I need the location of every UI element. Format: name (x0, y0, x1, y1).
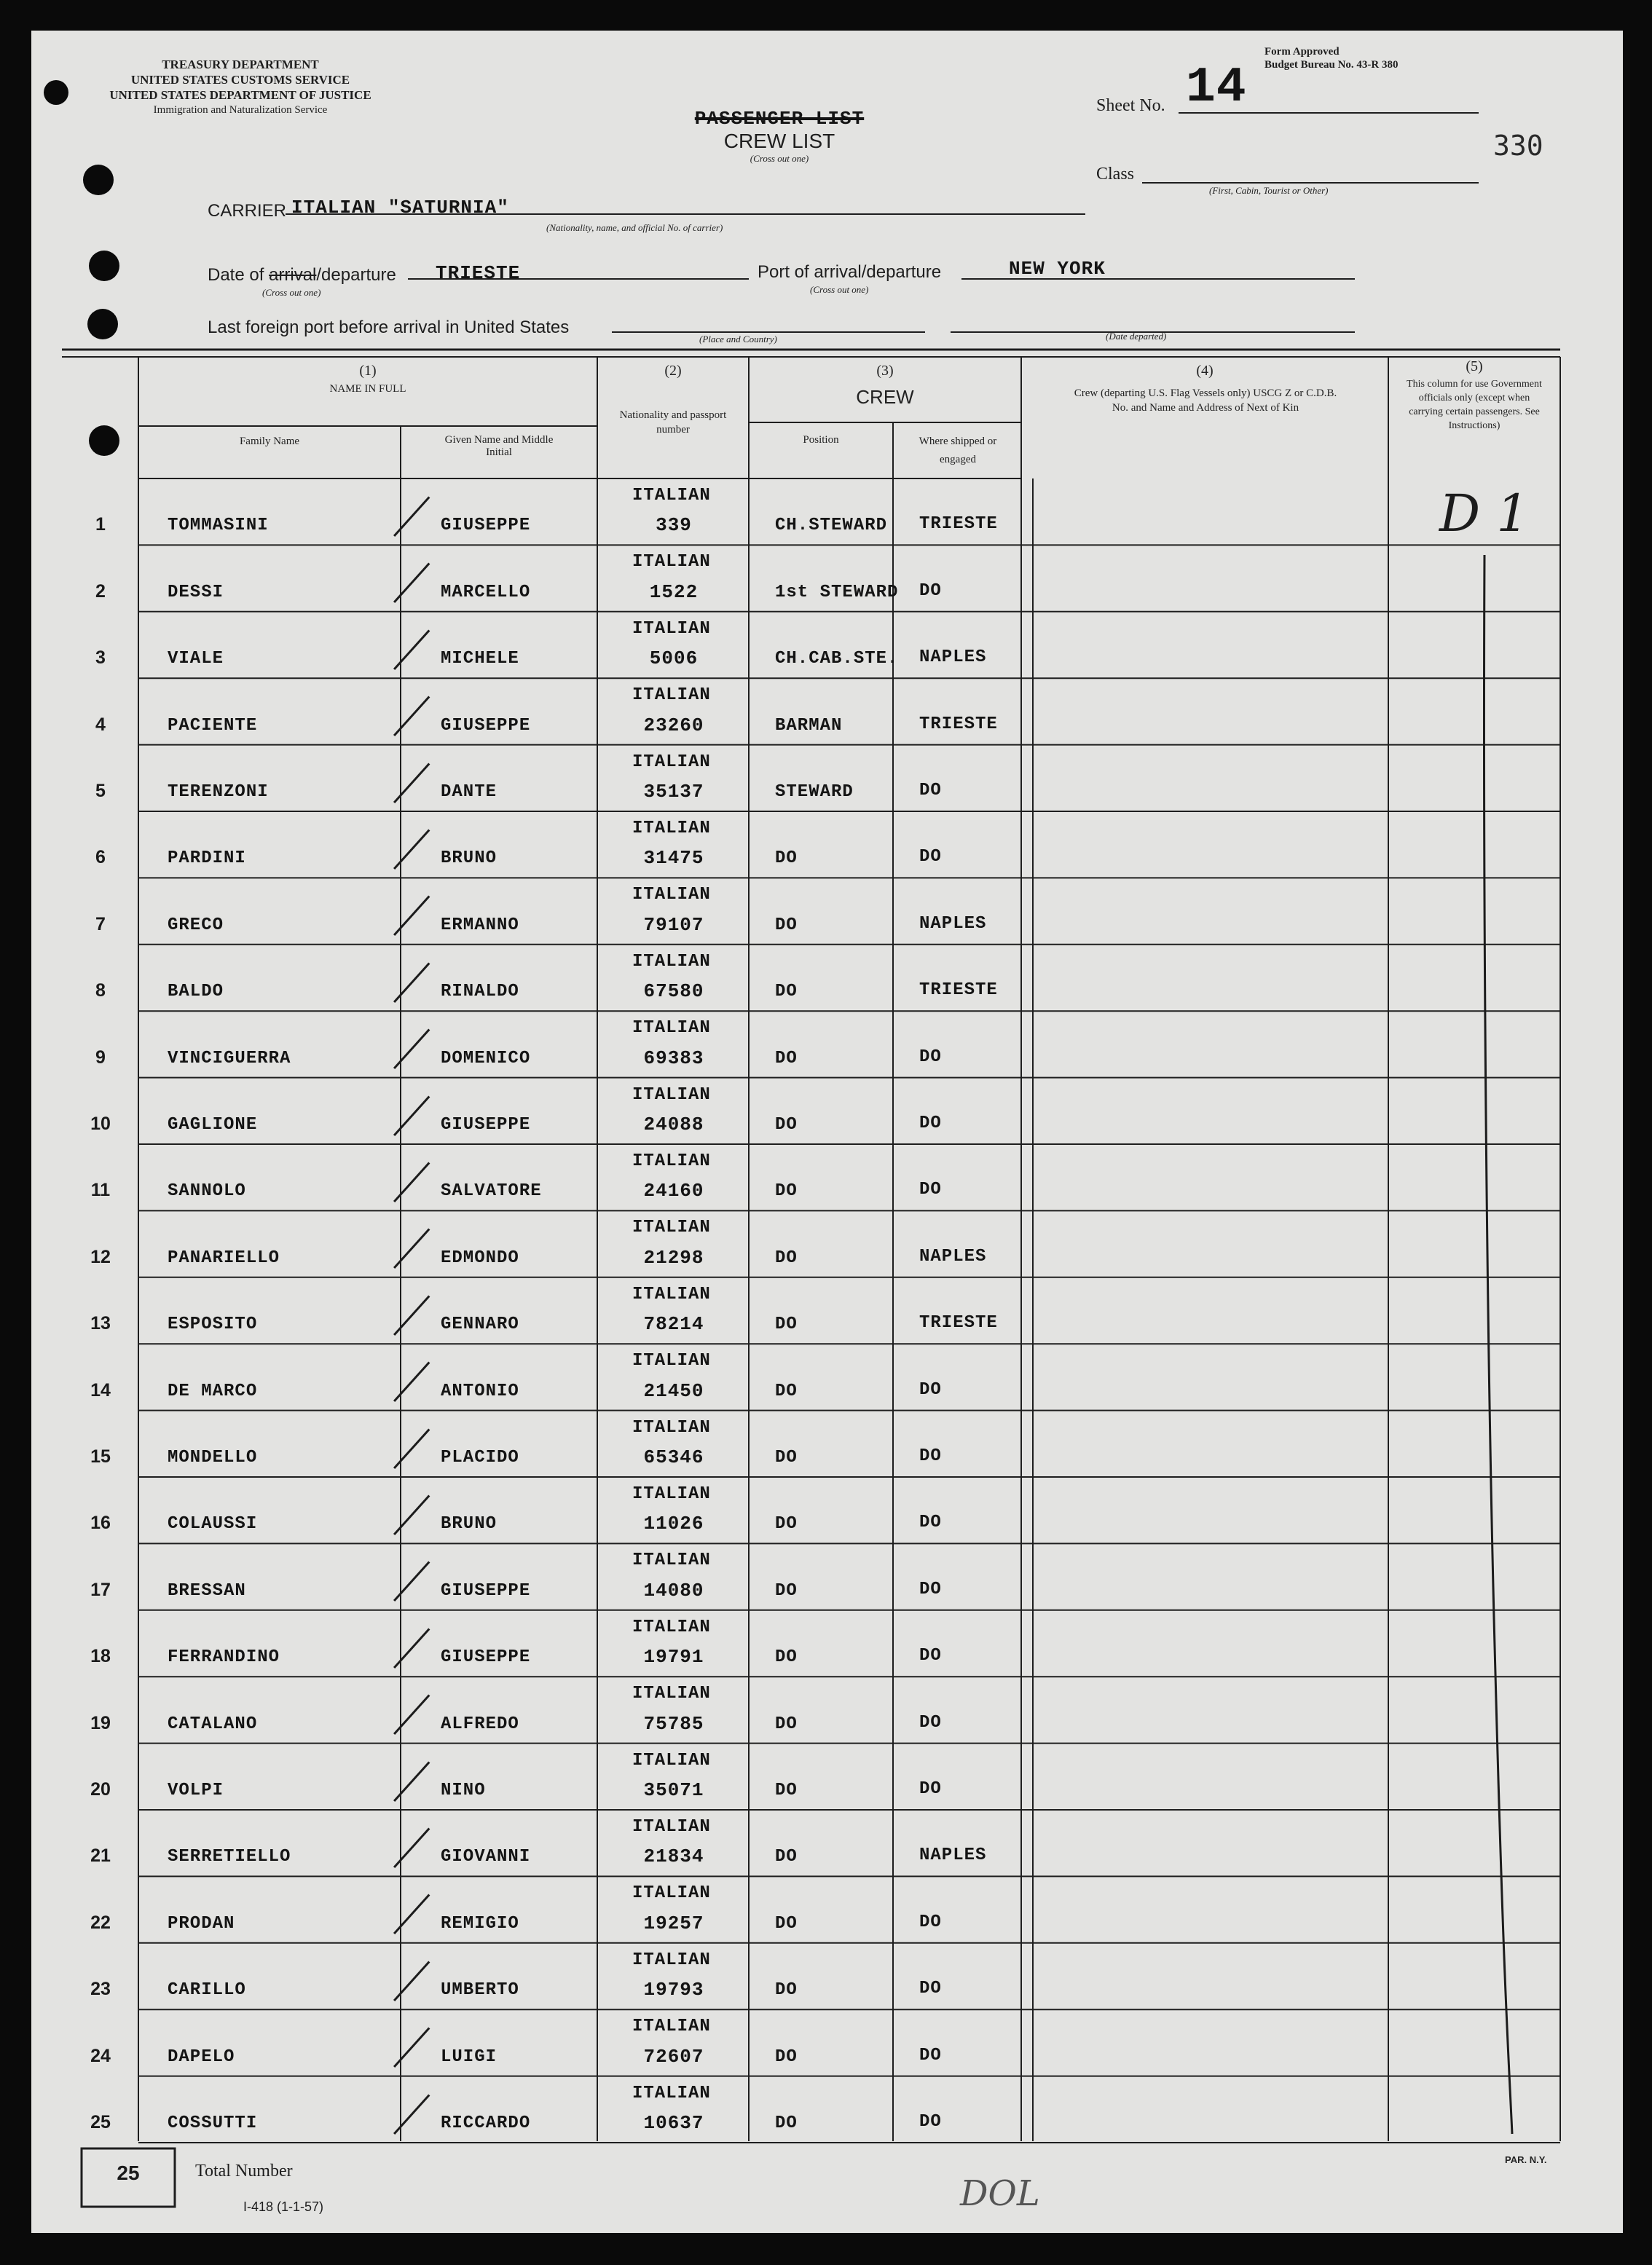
row-number: 1 (95, 514, 106, 535)
passport-number: 72607 (643, 2045, 704, 2068)
crew-position: CH.CAB.STE. (775, 649, 899, 669)
nationality: ITALIAN (632, 1151, 711, 1171)
given-name: LUIGI (441, 2047, 497, 2067)
total-number-label: Total Number (195, 2162, 293, 2181)
nationality: ITALIAN (632, 1684, 711, 1704)
row-number: 19 (90, 1712, 111, 1733)
given-name: MARCELLO (441, 582, 531, 602)
family-name: PANARIELLO (168, 1248, 280, 1268)
crew-position: DO (775, 1781, 798, 1800)
shipped-where: NAPLES (919, 913, 987, 934)
family-name: BRESSAN (168, 1580, 246, 1601)
passport-number: 75785 (643, 1712, 704, 1735)
col1-title: NAME IN FULL (329, 383, 406, 395)
given-name: ANTONIO (441, 1381, 519, 1401)
given-name: NINO (441, 1781, 486, 1800)
nationality: ITALIAN (632, 1284, 711, 1304)
nationality: ITALIAN (632, 1484, 711, 1504)
passport-number: 11026 (643, 1513, 704, 1535)
agency-line-3: UNITED STATES DEPARTMENT OF JUSTICE (109, 88, 371, 102)
family-name: CARILLO (168, 1980, 246, 2001)
row-number: 9 (95, 1047, 106, 1068)
family-name: COLAUSSI (168, 1514, 258, 1535)
sheet-number: 14 (1186, 60, 1247, 116)
shipped-where: NAPLES (919, 647, 987, 668)
budget-bureau: Budget Bureau No. 43-R 380 (1264, 59, 1399, 71)
nationality: ITALIAN (632, 752, 711, 772)
row-number: 3 (95, 647, 106, 669)
row-number: 25 (90, 2112, 111, 2132)
passport-number: 23260 (643, 714, 704, 736)
shipped-where: DO (919, 1646, 942, 1666)
departure-port-value: TRIESTE (436, 262, 521, 284)
nationality: ITALIAN (632, 951, 711, 972)
crew-position: DO (775, 1980, 798, 2001)
family-name: COSSUTTI (168, 2114, 258, 2133)
last-port-date-note: (Date departed) (1106, 331, 1167, 342)
row-number: 7 (95, 913, 106, 934)
carrier-note: (Nationality, name, and official No. of carrier) (546, 222, 723, 233)
nationality: ITALIAN (632, 819, 711, 838)
passport-number: 5006 (649, 647, 699, 670)
nationality: ITALIAN (632, 685, 711, 706)
col4-title: Crew (departing U.S. Flag Vessels only) USCG Z or C.D.B. No. and Name and Address of Next of Kin (1074, 387, 1337, 414)
archive-stamp: 330 (1493, 130, 1543, 162)
class-note: (First, Cabin, Tourist or Other) (1209, 185, 1329, 196)
row-number: 8 (95, 980, 106, 1001)
given-name: RINALDO (441, 982, 519, 1002)
col4-num: (4) (1196, 363, 1214, 379)
shipped-where: DO (919, 1979, 942, 1999)
row-number: 20 (90, 1779, 111, 1800)
family-name: CATALANO (168, 1714, 258, 1734)
family-name: SANNOLO (168, 1181, 246, 1202)
family-name: BALDO (168, 982, 224, 1002)
nationality: ITALIAN (632, 1817, 711, 1837)
port-note: (Cross out one) (810, 284, 869, 295)
title-note: (Cross out one) (750, 153, 809, 164)
carrier-value: ITALIAN "SATURNIA" (291, 197, 509, 218)
agency-line-2: UNITED STATES CUSTOMS SERVICE (130, 73, 350, 87)
port-label: Port of arrival/departure (758, 262, 942, 282)
family-name: TOMMASINI (168, 516, 269, 536)
given-name: BRUNO (441, 1514, 497, 1535)
crew-position: DO (775, 1248, 798, 1268)
passport-number: 78214 (643, 1313, 704, 1336)
crew-position: DO (775, 1714, 798, 1734)
nationality: ITALIAN (632, 1551, 711, 1571)
sheet-label: Sheet No. (1096, 96, 1165, 115)
given-name: GENNARO (441, 1315, 519, 1335)
passport-number: 14080 (643, 1579, 704, 1602)
nationality: ITALIAN (632, 1750, 711, 1770)
passport-number: 31475 (643, 847, 704, 870)
crew-position: CH.STEWARD (775, 516, 888, 536)
shipped-where: DO (919, 2112, 942, 2132)
given-name: ALFREDO (441, 1714, 519, 1734)
crew-position: DO (775, 2114, 798, 2133)
row-number: 15 (90, 1446, 111, 1467)
nationality: ITALIAN (632, 2083, 711, 2103)
nationality: ITALIAN (632, 1417, 711, 1438)
row-number: 21 (90, 1846, 111, 1867)
row-number: 14 (90, 1379, 111, 1401)
shipped-where: DO (919, 1513, 942, 1533)
shipped-where: DO (919, 1579, 942, 1599)
nationality: ITALIAN (632, 486, 711, 505)
col2-title: Nationality and passport number (619, 409, 727, 436)
shipped-where: TRIESTE (919, 514, 998, 535)
passport-number: 19257 (643, 1912, 704, 1934)
row-number: 12 (90, 1246, 111, 1267)
nationality: ITALIAN (632, 1950, 711, 1970)
family-name: GAGLIONE (168, 1115, 258, 1135)
passport-number: 67580 (643, 980, 704, 1003)
crew-position: DO (775, 1115, 798, 1135)
crew-position: BARMAN (775, 715, 843, 736)
family-name: VINCIGUERRA (168, 1048, 291, 1068)
family-name: PARDINI (168, 848, 246, 869)
given-name: PLACIDO (441, 1448, 519, 1468)
crew-position: DO (775, 1647, 798, 1668)
given-name: GIUSEPPE (441, 715, 531, 736)
row-number: 13 (90, 1313, 111, 1334)
shipped-where: TRIESTE (919, 714, 998, 734)
shipped-where: NAPLES (919, 1246, 987, 1267)
given-name: ERMANNO (441, 915, 519, 935)
handwritten-mark: D 1 (1439, 484, 1529, 543)
family-name: FERRANDINO (168, 1647, 280, 1668)
given-name: MICHELE (441, 649, 519, 669)
family-name: VOLPI (168, 1781, 224, 1800)
col1-given-name: Given Name and Middle Initial (444, 434, 554, 458)
passport-number: 21450 (643, 1379, 704, 1402)
title-struck: PASSENGER LIST (694, 108, 865, 130)
crew-position: DO (775, 1847, 798, 1867)
given-name: GIUSEPPE (441, 1580, 531, 1601)
crew-position: DO (775, 1381, 798, 1401)
passport-number: 69383 (643, 1047, 704, 1069)
crew-position: DO (775, 982, 798, 1002)
shipped-where: DO (919, 1180, 942, 1200)
passport-number: 24160 (643, 1180, 704, 1202)
agency-line-4: Immigration and Naturalization Service (153, 104, 328, 116)
row-number: 6 (95, 847, 106, 868)
row-number: 16 (90, 1513, 111, 1534)
passport-number: 21298 (643, 1246, 704, 1269)
row-number: 11 (90, 1180, 111, 1201)
crew-position: DO (775, 1580, 798, 1601)
nationality: ITALIAN (632, 885, 711, 905)
shipped-where: DO (919, 1379, 942, 1400)
given-name: BRUNO (441, 848, 497, 869)
class-label: Class (1096, 165, 1135, 184)
family-name: MONDELLO (168, 1448, 258, 1468)
shipped-where: NAPLES (919, 1846, 987, 1866)
initials: DOL (960, 2173, 1040, 2214)
shipped-where: DO (919, 2045, 942, 2065)
given-name: GIUSEPPE (441, 1115, 531, 1135)
row-number: 2 (95, 580, 106, 602)
nationality: ITALIAN (632, 1617, 711, 1637)
crew-position: DO (775, 1514, 798, 1535)
nationality: ITALIAN (632, 2017, 711, 2037)
col2-num: (2) (664, 363, 682, 379)
crew-position: DO (775, 1315, 798, 1335)
row-number: 24 (90, 2045, 111, 2066)
col5-title: This column for use Government officials only (except when carrying certain passengers. See Instructions) (1407, 379, 1542, 431)
crew-position: 1st STEWARD (775, 582, 899, 602)
shipped-where: DO (919, 1712, 942, 1733)
row-number: 17 (90, 1579, 111, 1600)
given-name: UMBERTO (441, 1980, 519, 2001)
passport-number: 79107 (643, 913, 704, 936)
family-name: TERENZONI (168, 782, 269, 802)
shipped-where: DO (919, 1912, 942, 1932)
given-name: DANTE (441, 782, 497, 802)
passport-number: 21834 (643, 1846, 704, 1868)
date-label-prefix: Date of (208, 265, 270, 285)
family-name: GRECO (168, 915, 224, 935)
passport-number: 1522 (649, 580, 699, 603)
family-name: VIALE (168, 649, 224, 669)
family-name: DESSI (168, 582, 224, 602)
passport-number: 339 (656, 514, 692, 537)
given-name: REMIGIO (441, 1913, 519, 1934)
family-name: DAPELO (168, 2047, 235, 2067)
col3-position: Position (803, 434, 839, 446)
nationality: ITALIAN (632, 1018, 711, 1039)
row-number: 18 (90, 1646, 111, 1667)
shipped-where: DO (919, 1114, 942, 1133)
row-number: 4 (95, 714, 106, 735)
date-note: (Cross out one) (262, 287, 321, 298)
col1-num: (1) (359, 363, 377, 379)
printer-mark: PAR. N.Y. (1505, 2154, 1547, 2165)
family-name: PRODAN (168, 1913, 235, 1934)
row-number: 5 (95, 781, 106, 801)
crew-position: DO (775, 2047, 798, 2067)
crew-position: DO (775, 1181, 798, 1202)
last-port-place-note: (Place and Country) (699, 334, 777, 344)
crew-position: STEWARD (775, 782, 854, 802)
row-number: 10 (90, 1114, 111, 1134)
crew-position: DO (775, 848, 798, 869)
shipped-where: DO (919, 847, 942, 867)
nationality: ITALIAN (632, 618, 711, 639)
row-number: 23 (90, 1979, 111, 2000)
given-name: DOMENICO (441, 1048, 531, 1068)
row-number: 22 (90, 1912, 111, 1933)
given-name: GIUSEPPE (441, 1647, 531, 1668)
crew-position: DO (775, 1448, 798, 1468)
shipped-where: DO (919, 1446, 942, 1466)
given-name: EDMONDO (441, 1248, 519, 1268)
col3-num: (3) (876, 363, 894, 379)
given-name: SALVATORE (441, 1181, 542, 1202)
shipped-where: DO (919, 580, 942, 601)
shipped-where: DO (919, 781, 942, 800)
col3-where: Where shipped or engaged (919, 436, 997, 465)
given-name: GIOVANNI (441, 1847, 531, 1867)
shipped-where: TRIESTE (919, 1313, 998, 1334)
given-name: GIUSEPPE (441, 516, 531, 536)
nationality: ITALIAN (632, 552, 711, 572)
port-value: NEW YORK (1009, 258, 1106, 280)
crew-position: DO (775, 1913, 798, 1934)
family-name: DE MARCO (168, 1381, 258, 1401)
form-number: I-418 (1-1-57) (243, 2199, 324, 2214)
date-label-suffix: /departure (316, 265, 396, 285)
nationality: ITALIAN (632, 1084, 711, 1105)
carrier-label: CARRIER (208, 201, 287, 221)
last-port-label: Last foreign port before arrival in United States (208, 318, 570, 337)
shipped-where: DO (919, 1047, 942, 1067)
shipped-where: TRIESTE (919, 980, 998, 1001)
given-name: RICCARDO (441, 2114, 531, 2133)
crew-list-title: CREW LIST (723, 130, 835, 152)
passport-number: 35071 (643, 1779, 704, 1801)
nationality: ITALIAN (632, 1351, 711, 1371)
shipped-where: DO (919, 1779, 942, 1799)
crew-position: DO (775, 915, 798, 935)
family-name: ESPOSITO (168, 1315, 258, 1335)
crew-position: DO (775, 1048, 798, 1068)
col5-num: (5) (1466, 358, 1483, 374)
family-name: PACIENTE (168, 715, 258, 736)
total-number-value: 25 (117, 2162, 140, 2184)
family-name: SERRETIELLO (168, 1847, 291, 1867)
date-label-struck: arrival (269, 265, 317, 285)
passport-number: 35137 (643, 781, 704, 803)
passport-number: 19793 (643, 1979, 704, 2001)
nationality: ITALIAN (632, 1218, 711, 1238)
nationality: ITALIAN (632, 1883, 711, 1904)
agency-line-1: TREASURY DEPARTMENT (162, 58, 319, 71)
form-approved: Form Approved (1264, 46, 1340, 58)
col1-family-name: Family Name (239, 436, 300, 447)
passport-number: 24088 (643, 1114, 704, 1135)
passport-number: 19791 (643, 1646, 704, 1669)
col3-title: CREW (856, 386, 914, 408)
passport-number: 10637 (643, 2112, 704, 2134)
passport-number: 65346 (643, 1446, 704, 1468)
